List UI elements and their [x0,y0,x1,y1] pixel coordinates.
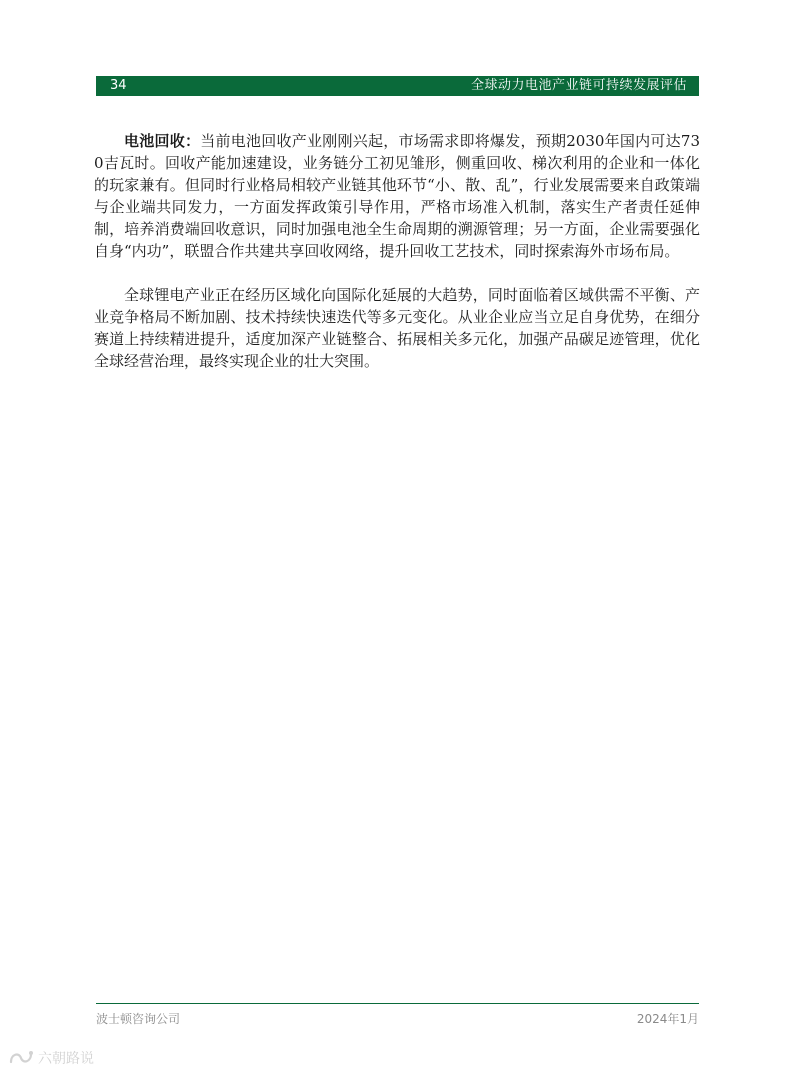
footer-date: 2024年1月 [636,1012,699,1026]
paragraph-conclusion [94,284,700,372]
paragraph-text: 全球锂电产业正在经历区域化向国际化延展的大趋势，同时面临着区域供需不平衡、产业竞争格局不断加剧、技术持续快速迭代等多元变化。从业企业应当立足自身优势，在细分赛道上持续精进提升，适度加深产业链整合、拓展相关多元化，加强产品碳足迹管理，优化全球经营治理，最终实现企业的壮大突围。 [94,285,700,370]
watermark [8,1046,94,1070]
paragraph-lead: 电池回收： [124,132,201,150]
footer-company: 波士顿咨询公司 [96,1012,181,1026]
main-content [94,130,700,372]
footer-divider [96,1003,699,1004]
page-header [96,76,699,96]
page-number: 34 [110,78,127,93]
report-title: 全球动力电池产业链可持续发展评估 [470,78,687,93]
watermark-logo-icon [8,1048,34,1068]
paragraph-text: 当前电池回收产业刚刚兴起，市场需求即将爆发，预期2030年国内可达730吉瓦时。回收产能加速建设，业务链分工初见雏形，侧重回收、梯次利用的企业和一体化的玩家兼有。但同时行业格局相较产业链其他环节“小、散、乱”，行业发展需要来自政策端与企业端共同发力，一方面发挥政策引导作用，严格市场准入机制，落实生产者责任延伸制，培养消费端回收意识，同时加强电池全生命周期的溯源管理；另一方面，企业需要强化自身“内功”，联盟合作共建共享回收网络，提升回收工艺技术，同时探索海外市场布局。 [94,132,700,261]
paragraph-battery-recycling [94,130,700,263]
watermark-text: 六朝路说 [38,1051,94,1067]
